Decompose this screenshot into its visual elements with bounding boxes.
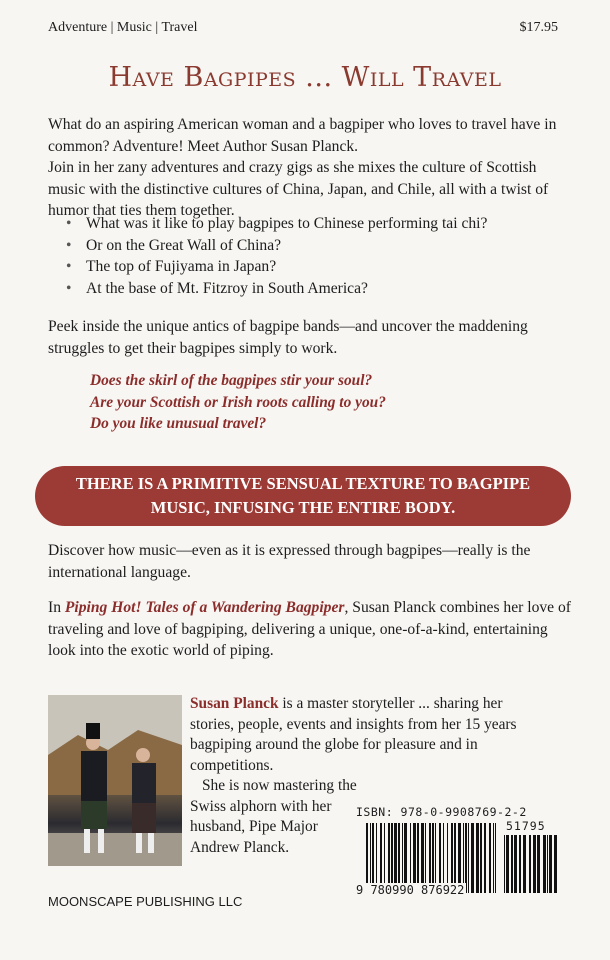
barcode xyxy=(356,805,561,897)
text: , Susan Planck combines her love of traveling and love of bagpiping, delivering a unique, one-of-a-kind, entertaining look into the exotic world of piping. xyxy=(48,599,571,659)
category-label: Adventure | Music | Travel xyxy=(48,20,198,35)
barcode-bar xyxy=(468,823,469,893)
bullet-item: • The top of Fujiyama in Japan? xyxy=(48,256,573,278)
bio-text: is a master storyteller ... sharing her stories, people, events and insights from her 15 years bagpiping around the globe for pleasure and in competitions. xyxy=(190,695,517,774)
bio-text-2: She is now mastering the Swiss alphorn with her husband, Pipe Major Andrew Planck. xyxy=(190,777,357,856)
price: $17.95 xyxy=(519,20,558,35)
barcode-bar xyxy=(537,835,540,893)
barcode-bar xyxy=(504,835,505,893)
addon-barcode-bars-icon xyxy=(504,835,559,893)
price-addon-code: 51795 xyxy=(506,819,546,833)
barcode-bar xyxy=(476,823,479,893)
publisher: MOONSCAPE PUBLISHING LLC xyxy=(48,894,243,909)
intro-paragraph: What do an aspiring American woman and a bagpiper who loves to travel have in common? Adventure! Meet Author Susan Planck. xyxy=(48,116,557,155)
barcode-bar xyxy=(484,823,486,893)
barcode-bar xyxy=(480,823,482,893)
barcode-bar xyxy=(519,835,521,893)
barcode-bar xyxy=(523,835,526,893)
barcode-bar xyxy=(514,835,517,893)
barcode-bar xyxy=(547,835,548,893)
question: Does the skirl of the bagpipes stir your soul? xyxy=(90,372,373,389)
bullet-item: • What was it like to play bagpipes to Chinese performing tai chi? xyxy=(48,213,573,235)
barcode-bar xyxy=(489,823,491,893)
pipers-photo-icon xyxy=(48,695,182,866)
book-title: Piping Hot! Tales of a Wandering Bagpiper xyxy=(64,599,345,616)
barcode-bar xyxy=(549,835,552,893)
isbn-label: ISBN: 978-0-9908769-2-2 xyxy=(356,805,527,819)
author-photo xyxy=(48,695,182,866)
quote-banner xyxy=(35,466,571,526)
barcode-bar xyxy=(529,835,531,893)
barcode-bar xyxy=(471,823,474,893)
barcode-bar xyxy=(495,823,496,893)
book-paragraph xyxy=(48,597,573,662)
bullet-list xyxy=(48,213,573,299)
description-paragraph: Join in her zany adventures and crazy gigs as she mixes the culture of Scottish music with the distinctive cultures of China, Japan, and Chile, all with a twist of humor that ties them together. xyxy=(48,159,549,219)
antics-paragraph: Peek inside the unique antics of bagpipe bands—and uncover the maddening struggles to get their bagpipes simply to work. xyxy=(48,318,528,357)
barcode-bar xyxy=(506,835,509,893)
banner-text: THERE IS A PRIMITIVE SENSUAL TEXTURE TO BAGPIPE MUSIC, INFUSING THE ENTIRE BODY. xyxy=(75,474,531,517)
barcode-bar xyxy=(493,823,494,893)
barcode-bar xyxy=(543,835,546,893)
ean-number: 9 780990 876922 xyxy=(356,883,465,897)
cover-title: Have Bagpipes ... Will Travel xyxy=(108,62,502,93)
question: Do you like unusual travel? xyxy=(90,415,267,432)
author-name: Susan Planck xyxy=(190,695,279,712)
language-paragraph: Discover how music—even as it is expressed through bagpipes—really is the international language. xyxy=(48,542,531,581)
question: Are your Scottish or Irish roots calling to you? xyxy=(90,393,386,411)
barcode-bar xyxy=(511,835,513,893)
questions xyxy=(90,370,386,435)
bullet-item: • Or on the Great Wall of China? xyxy=(48,235,573,257)
barcode-bar xyxy=(533,835,536,893)
bullet-item: • At the base of Mt. Fitzroy in South America? xyxy=(48,278,573,300)
barcode-bar xyxy=(554,835,557,893)
text: In xyxy=(48,599,65,616)
